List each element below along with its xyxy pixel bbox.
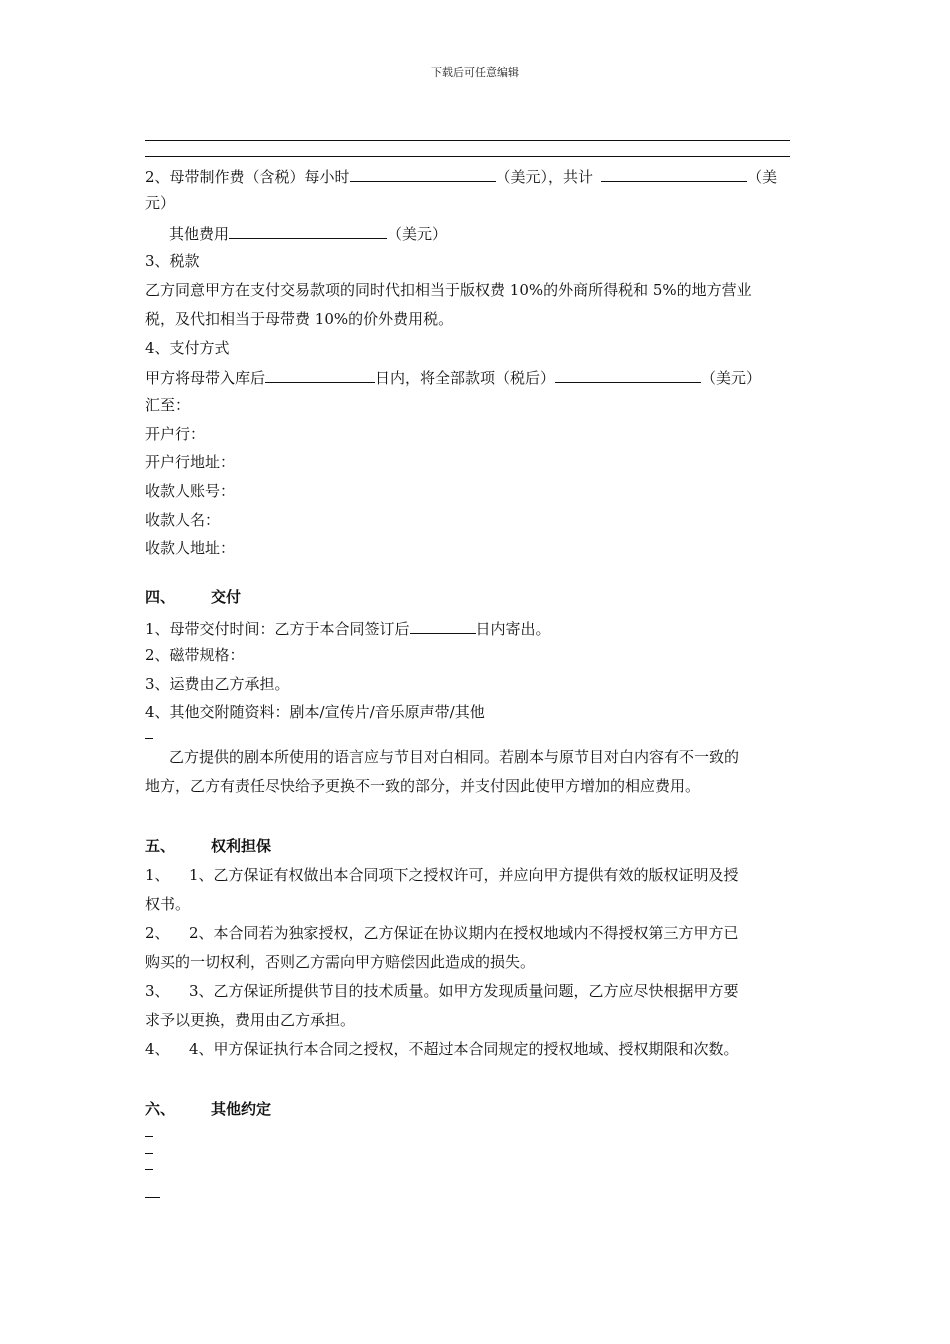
blank-rule-1 <box>145 140 790 141</box>
other-fee-label: 其他费用 <box>169 225 230 243</box>
item-text: 3、乙方保证所提供节目的技术质量。如甲方发现质量问题，乙方应尽快根据甲方要 <box>189 982 739 1000</box>
section-title: 其他约定 <box>211 1100 272 1118</box>
days-blank[interactable] <box>265 366 375 383</box>
fee-label: 2、母带制作费（含税）每小时 <box>145 168 350 186</box>
section-title: 交付 <box>211 588 242 606</box>
remit-label: 汇至： <box>145 396 191 414</box>
fee-total-label: （美元），共计 <box>495 168 594 186</box>
bank-address-label: 开户行地址： <box>145 453 236 471</box>
item-number: 2、 <box>145 924 170 942</box>
bank-label: 开户行： <box>145 425 206 443</box>
other-fee-line <box>169 222 447 244</box>
item-text: 4、甲方保证执行本合同之授权，不超过本合同规定的授权地域、授权期限和次数。 <box>189 1040 739 1058</box>
section-title: 权利担保 <box>211 837 272 855</box>
warranty-item-1 <box>145 865 739 885</box>
section-heading-warranty <box>145 836 271 856</box>
fee-currency: （美 <box>747 168 778 186</box>
delivery-item-3: 3、运费由乙方承担。 <box>145 675 290 693</box>
method-currency: （美元） <box>701 369 762 387</box>
section-number: 六、 <box>145 1100 176 1118</box>
delivery-days-blank[interactable] <box>410 617 476 634</box>
item-text: 2、本合同若为独家授权，乙方保证在协议期内在授权地域内不得授权第三方甲方已 <box>189 924 739 942</box>
dash-mark <box>145 1169 153 1170</box>
section-number: 五、 <box>145 837 176 855</box>
total-fee-blank[interactable] <box>601 165 747 182</box>
dash-mark <box>145 1197 160 1198</box>
method-line <box>145 366 761 388</box>
warranty-item-2-cont: 购买的一切权利，否则乙方需向甲方赔偿因此造成的损失。 <box>145 953 536 971</box>
payee-address-label: 收款人地址： <box>145 539 236 557</box>
dash-mark <box>145 1136 153 1137</box>
delivery-time-label: 1、母带交付时间：乙方于本合同签订后 <box>145 620 410 638</box>
amount-blank[interactable] <box>555 366 701 383</box>
tax-text-1: 乙方同意甲方在支付交易款项的同时代扣相当于版权费 10%的外商所得税和 5%的地方营业 <box>145 281 752 299</box>
delivery-time-suffix: 日内寄出。 <box>475 620 551 638</box>
payee-label: 收款人名： <box>145 511 221 529</box>
warranty-item-2 <box>145 923 739 943</box>
dash-mark <box>145 1153 153 1154</box>
fee-line <box>145 165 777 187</box>
delivery-item-2: 2、磁带规格： <box>145 646 245 664</box>
delivery-note-1: 乙方提供的剧本所使用的语言应与节目对白相同。若剧本与原节目对白内容有不一致的 <box>169 748 740 766</box>
item-number: 3、 <box>145 982 170 1000</box>
item-number: 1、 <box>145 866 170 884</box>
warranty-item-3-cont: 求予以更换，费用由乙方承担。 <box>145 1011 356 1029</box>
warranty-item-4 <box>145 1039 739 1059</box>
method-title: 4、支付方式 <box>145 339 230 357</box>
item-text: 1、乙方保证有权做出本合同项下之授权许可，并应向甲方提供有效的版权证明及授 <box>189 866 739 884</box>
section-heading-other <box>145 1099 271 1119</box>
warranty-item-1-cont: 权书。 <box>145 895 191 913</box>
tax-text-2: 税，及代扣相当于母带费 10%的价外费用税。 <box>145 310 454 328</box>
account-label: 收款人账号： <box>145 482 236 500</box>
delivery-item-4: 4、其他交附随资料：剧本/宣传片/音乐原声带/其他 <box>145 703 485 721</box>
method-amount-label: 日内，将全部款项（税后） <box>375 369 556 387</box>
dash-mark <box>145 738 153 739</box>
hourly-fee-blank[interactable] <box>350 165 496 182</box>
other-fee-currency: （美元） <box>387 225 448 243</box>
tax-title: 3、税款 <box>145 252 200 270</box>
fee-line-cont: 元） <box>145 194 176 212</box>
delivery-note-2: 地方，乙方有责任尽快给予更换不一致的部分，并支付因此使甲方增加的相应费用。 <box>145 777 701 795</box>
section-heading-delivery <box>145 587 241 607</box>
delivery-item-1 <box>145 617 551 639</box>
method-label: 甲方将母带入库后 <box>145 369 266 387</box>
warranty-item-3 <box>145 981 739 1001</box>
blank-rule-2 <box>145 156 790 157</box>
page-header: 下载后可任意编辑 <box>431 66 519 79</box>
other-fee-blank[interactable] <box>229 222 387 239</box>
item-number: 4、 <box>145 1040 170 1058</box>
section-number: 四、 <box>145 588 176 606</box>
